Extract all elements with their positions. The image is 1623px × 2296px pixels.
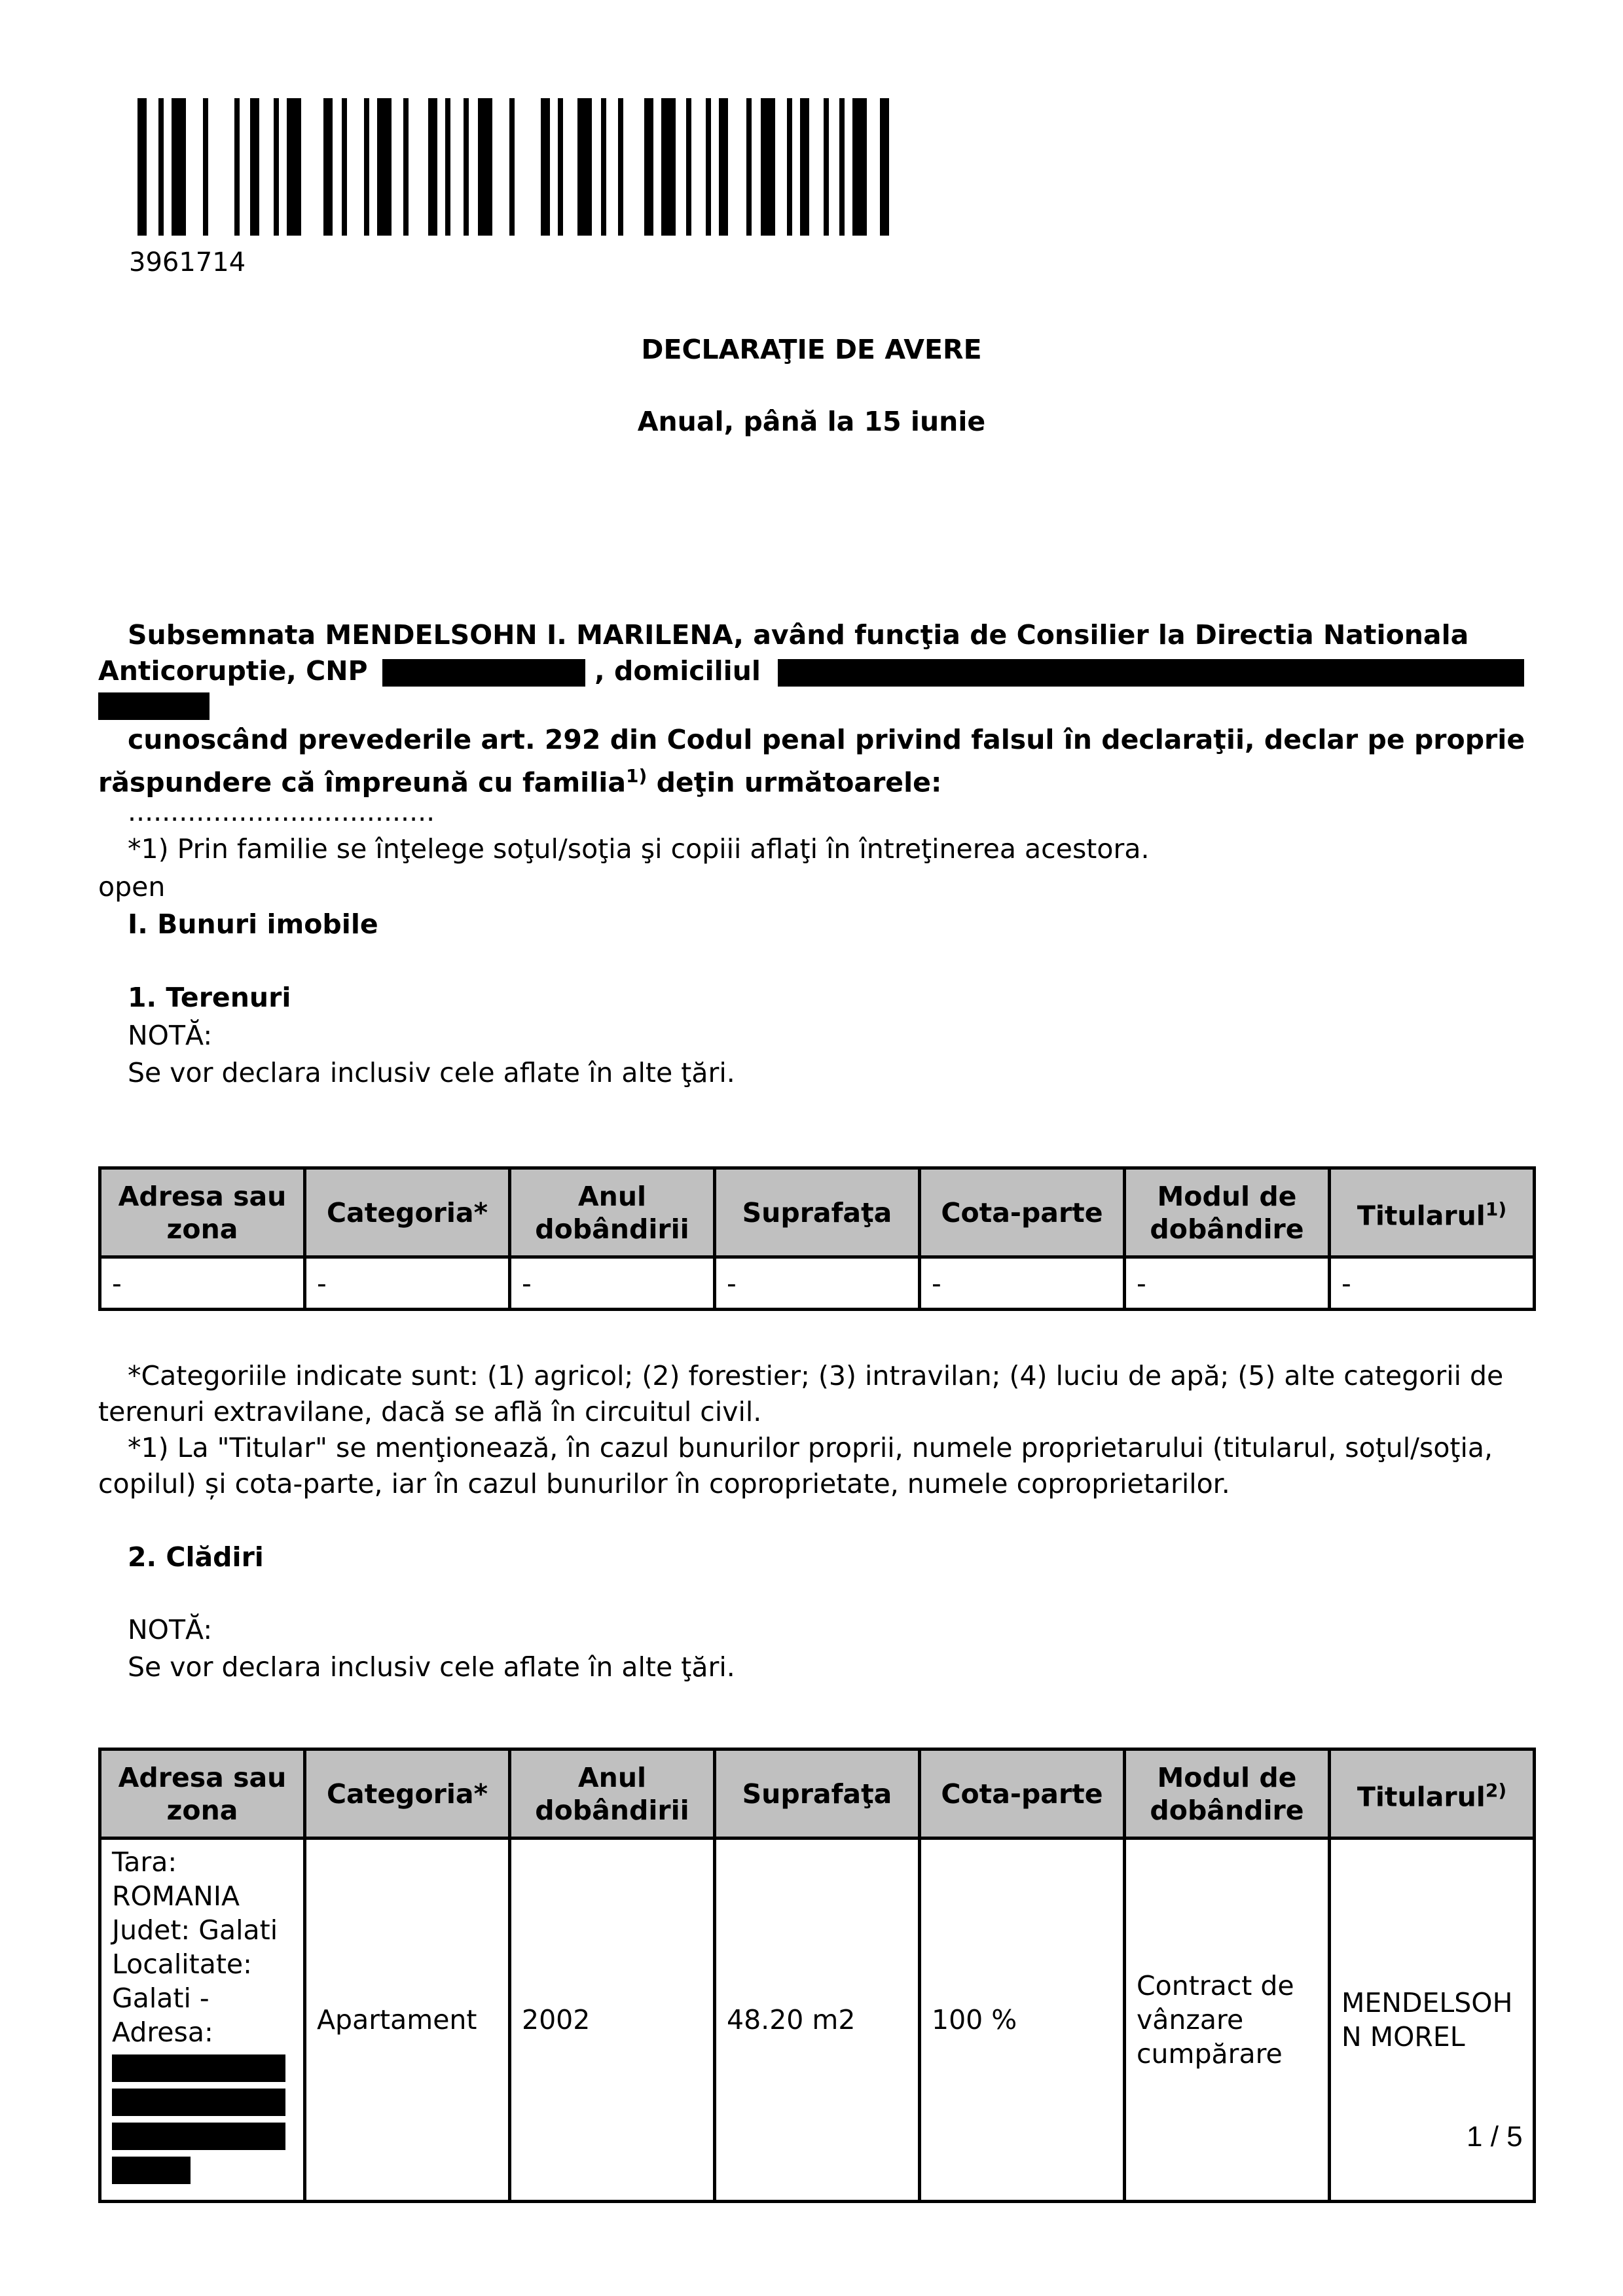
barcode-bar [601, 98, 606, 236]
barcode-bar [618, 98, 623, 236]
barcode-bar [839, 98, 845, 236]
col-adresa: Adresa sau zona [100, 1168, 305, 1257]
barcode-bar [746, 98, 752, 236]
barcode-bar [478, 98, 492, 236]
intro-cnp-label: Anticoruptie, CNP [98, 655, 368, 687]
cell-categoria: Apartament [305, 1839, 510, 2202]
intro-domiciliu-label: , domiciliul [594, 655, 761, 687]
col-anul: Anul dobândirii [510, 1168, 715, 1257]
intro-line-4-end: deţin următoarele: [647, 766, 942, 798]
open-label: open [98, 871, 166, 903]
barcode-bar [342, 98, 347, 236]
address-line: Localitate: [112, 1948, 252, 1980]
col-modul: Modul de dobândire [1125, 1168, 1330, 1257]
barcode-bar [661, 98, 676, 236]
nota-label-cladiri: NOTĂ: [128, 1614, 213, 1645]
address-line: Adresa: [112, 2017, 213, 2048]
barcode-bar [137, 98, 147, 236]
col-anul: Anul dobândirii [510, 1749, 715, 1839]
table-header-row [100, 1749, 1535, 1839]
titular-note-line-1: *1) La "Titular" se menţionează, în cazul bunurilor proprii, numele proprietarului (titularul, soţul/soţia, [128, 1432, 1493, 1463]
barcode-bar [787, 98, 792, 236]
col-titular-footnote: 1) [1485, 1198, 1507, 1220]
redacted-address [112, 2123, 285, 2150]
col-cota: Cota-parte [920, 1168, 1125, 1257]
barcode-bar [880, 98, 889, 236]
intro-line-1: Subsemnata MENDELSOHN I. MARILENA, având funcţia de Consilier la Directia Nationala [128, 619, 1469, 651]
subsection-heading-cladiri: 2. Clădiri [128, 1541, 264, 1573]
redacted-cnp [382, 659, 585, 687]
barcode-bar [706, 98, 711, 236]
barcode-bar [274, 98, 279, 236]
terenuri-table [98, 1166, 1536, 1311]
barcode [137, 98, 881, 236]
cell-suprafata: 48.20 m2 [715, 1839, 920, 2202]
col-adresa: Adresa sau zona [100, 1749, 305, 1839]
barcode-bar [403, 98, 409, 236]
cell-titular: MENDELSOHN MOREL [1330, 1839, 1535, 2202]
redacted-address [112, 2054, 285, 2082]
nota-label-terenuri: NOTĂ: [128, 1020, 213, 1051]
intro-line-3: cunoscând prevederile art. 292 din Codul penal privind falsul în declaraţii, declar pe proprie [128, 724, 1525, 755]
col-titular-label: Titularul [1357, 1200, 1486, 1232]
barcode-number: 3961714 [129, 247, 246, 278]
intro-dots: .................................... [128, 796, 435, 827]
redacted-domiciliu-continued [98, 692, 210, 720]
cell-anul: 2002 [510, 1839, 715, 2202]
redacted-domiciliu [778, 659, 1524, 687]
col-titular-label: Titularul [1357, 1781, 1486, 1813]
table-cell: - [305, 1257, 510, 1310]
barcode-bar [377, 98, 392, 236]
address-line: Galati - [112, 1982, 210, 2014]
table-cell: - [1330, 1257, 1535, 1310]
footnote-marker: 1) [626, 765, 647, 787]
barcode-bar [761, 98, 775, 236]
nota-text-cladiri: Se vor declara inclusiv cele aflate în alte ţări. [128, 1651, 735, 1683]
col-cota: Cota-parte [920, 1749, 1125, 1839]
col-titular [1330, 1168, 1535, 1257]
cell-cota: 100 % [920, 1839, 1125, 2202]
barcode-bar [541, 98, 550, 236]
address-line: ROMANIA [112, 1880, 240, 1912]
cladiri-table [98, 1748, 1536, 2203]
section-heading-bunuri-imobile: I. Bunuri imobile [128, 908, 378, 940]
page-number: 1 / 5 [1467, 2121, 1523, 2153]
barcode-bar [203, 98, 208, 236]
barcode-bar [250, 98, 259, 236]
barcode-bar [686, 98, 691, 236]
subsection-heading-terenuri: 1. Terenuri [128, 982, 291, 1013]
barcode-bar [558, 98, 563, 236]
barcode-bar [509, 98, 515, 236]
categorii-note-line-1: *Categoriile indicate sunt: (1) agricol; (2) forestier; (3) intravilan; (4) luciu de apă; (5) alte categorii de [128, 1360, 1504, 1391]
titular-note-line-2: copilul) și cota-parte, iar în cazul bunurilor în coproprietate, numele coproprietarilor. [98, 1468, 1230, 1499]
redacted-address [112, 2157, 191, 2184]
family-note: *1) Prin familie se înţelege soţul/soţia şi copiii aflaţi în întreţinerea acestora. [128, 833, 1150, 865]
barcode-bar [323, 98, 333, 236]
table-cell: - [920, 1257, 1125, 1310]
address-line: Judet: Galati [112, 1914, 278, 1946]
address-line: Tara: [112, 1846, 177, 1878]
col-suprafata: Suprafaţa [715, 1168, 920, 1257]
table-header-row [100, 1168, 1535, 1257]
col-categoria: Categoria* [305, 1749, 510, 1839]
document-subtitle: Anual, până la 15 iunie [637, 406, 986, 437]
table-row [100, 1257, 1535, 1310]
nota-text-terenuri: Se vor declara inclusiv cele aflate în alte ţări. [128, 1057, 735, 1088]
document-title: DECLARAŢIE DE AVERE [641, 334, 982, 365]
barcode-bar [800, 98, 809, 236]
cell-modul: Contract de vânzare cumpărare [1125, 1839, 1330, 2202]
barcode-bar [364, 98, 369, 236]
col-modul: Modul de dobândire [1125, 1749, 1330, 1839]
col-titular-footnote: 2) [1485, 1779, 1507, 1801]
intro-line-2 [98, 653, 1524, 689]
barcode-bar [719, 98, 728, 236]
categorii-note-line-2: terenuri extravilane, dacă se află în circuitul civil. [98, 1396, 762, 1427]
table-cell: - [1125, 1257, 1330, 1310]
barcode-bar [852, 98, 867, 236]
barcode-bar [464, 98, 469, 236]
table-row [100, 1839, 1535, 2202]
barcode-bar [644, 98, 653, 236]
col-titular [1330, 1749, 1535, 1839]
barcode-bar [158, 98, 164, 236]
table-cell: - [510, 1257, 715, 1310]
redacted-address [112, 2089, 285, 2116]
cell-adresa [100, 1839, 305, 2202]
barcode-bar [824, 98, 829, 236]
barcode-bar [445, 98, 450, 236]
table-cell: - [100, 1257, 305, 1310]
table-cell: - [715, 1257, 920, 1310]
barcode-bar [234, 98, 240, 236]
barcode-bar [428, 98, 437, 236]
barcode-bar [172, 98, 186, 236]
barcode-bar [577, 98, 592, 236]
col-categoria: Categoria* [305, 1168, 510, 1257]
col-suprafata: Suprafaţa [715, 1749, 920, 1839]
intro-line-4-text: răspundere că împreună cu familia [98, 766, 627, 798]
barcode-bar [287, 98, 301, 236]
